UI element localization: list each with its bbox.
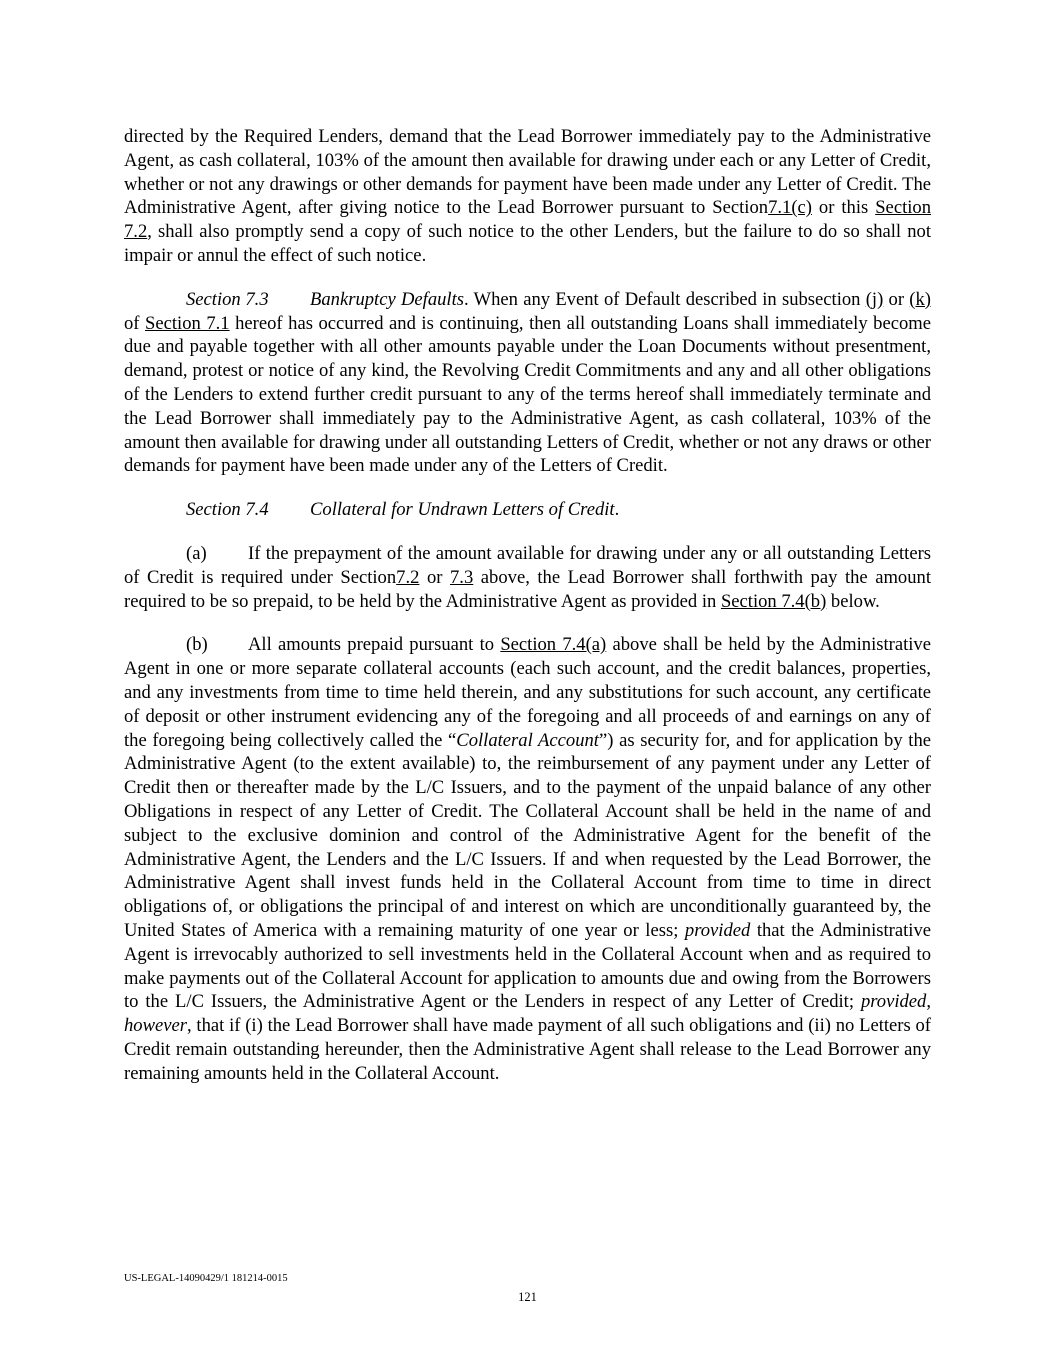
page-number: 121 (518, 1290, 537, 1304)
section-7-1-reference: Section 7.1 (145, 312, 230, 334)
paragraph-text: hereof has occurred and is continuing, then all outstanding Loans shall immediately become due and payable together with all other amounts payable under the Loan Documents without presentment, demand, protest or notice of any kind, the Revolving Credit Commitments and any and all other obligations of the Lenders to extend further credit pursuant to any of the terms hereof shall immediately terminate and the Lead Borrower shall immediately pay to the Administrative Agent, as cash collateral, 103% of the amount then available for drawing under all outstanding Letters of Credit, whether or not any draws or other demands for payment have been made under any of the Letters of Credit. (124, 312, 931, 477)
paragraph-text: below. (826, 590, 880, 612)
paragraph-text: above, the Lead Borrower shall forthwith pay the amount required to be so prepaid, to be held by the Administrative Agent as provided in (124, 566, 931, 612)
section-number: Section 7.4 (186, 499, 269, 521)
document-body (124, 125, 931, 1085)
subsection-k-reference: (k) (909, 288, 931, 310)
paragraph-text: directed by the Required Lenders, demand that the Lead Borrower immediately pay to the Administrative Agent, as cash collateral, 103% of the amount then available for drawing under each or any Letter of Credit, whether or not any drawings or other demands for payment have been made under any Letter of Credit. The Administrative Agent, after giving notice to the Lead Borrower pursuant to Section (124, 126, 931, 219)
section-7-3-paragraph (124, 288, 931, 478)
document-id-footer: US-LEGAL-14090429/1 181214-0015 (124, 1273, 288, 1284)
defined-term: Collateral Account (456, 729, 599, 751)
section-7-4-a-reference: Section 7.4(a) (500, 634, 607, 656)
section-title: Collateral for Undrawn Letters of Credit (310, 499, 615, 521)
continuation-paragraph (124, 125, 931, 268)
section-number: Section 7.3 (186, 288, 269, 310)
paragraph-text: that the Administrative Agent is irrevocably authorized to sell investments held in the Collateral Account when and as required to make payments out of the Collateral Account for application to amounts due and owing from the Borrowers to the L/C Issuers, the Administrative Agent or the Lenders in respect of any Letter of Credit; (124, 919, 931, 1013)
section-7-2-reference: Section 7.2 (124, 197, 931, 243)
section-7-4-b-reference: Section 7.4(b) (720, 590, 827, 612)
proviso-term: provided (684, 919, 751, 941)
paragraph-text: or (883, 288, 910, 310)
section-title: Bankruptcy Defaults (310, 288, 464, 310)
section-7-4-b-paragraph (124, 633, 931, 1085)
section-7-4-heading (124, 498, 931, 522)
paragraph-text: or this (811, 197, 876, 219)
paragraph-text: All amounts prepaid pursuant to (248, 634, 501, 656)
clause-label: (a) (186, 542, 207, 564)
section-7-2-reference: 7.2 (396, 566, 420, 588)
paragraph-text: ”) as security for, and for application by the Administrative Agent (to the extent available) to, the reimbursement of any payment under any Letter of Credit then or thereafter made by the L/C Issuers, and to the payment of the unpaid balance of any other Obligations in respect of any Letter of Credit. The Collateral Account shall be held in the name of and subject to the exclusive dominion and control of the Administrative Agent for the benefit of the Administrative Agent, the Lenders and the L/C Issuers. If and when requested by the Lead Borrower, the Administrative Agent shall invest funds held in the Collateral Account from time to time in direct obligations of, or obligations the principal of and interest on which are unconditionally guaranteed by, the United States of America with a remaining maturity of one year or less; (124, 729, 931, 941)
clause-label: (b) (186, 634, 208, 656)
section-7-1-c-reference: 7.1(c) (768, 197, 812, 219)
paragraph-text: , shall also promptly send a copy of such notice to the other Lenders, but the failure to do so shall not impair or annul the effect of such notice. (124, 221, 931, 266)
proviso-term: however (124, 1015, 187, 1037)
paragraph-text: . When any Event of Default described in subsection (463, 288, 866, 310)
proviso-term: provided (860, 991, 927, 1013)
subsection-j-reference: (j) (865, 288, 884, 310)
paragraph-text: or (419, 566, 450, 588)
paragraph-text: above shall be held by the Administrative Agent in one or more separate collateral accounts (each such account, and the credit balances, properties, and any investments from time to time held therein, and any substitutions for such account, any certificate of deposit or other instrument evidencing any of the foregoing and all proceeds of and earnings on any of the foregoing being collectively called the “ (124, 634, 931, 751)
paragraph-text: , (926, 991, 931, 1013)
paragraph-text: , that if (i) the Lead Borrower shall have made payment of all such obligations and (ii) no Letters of Credit remain outstanding hereunder, then the Administrative Agent shall release to the Lead Borrower any remaining amounts held in the Collateral Account. (124, 1015, 931, 1084)
paragraph-text: If the prepayment of the amount available for drawing under any or all outstanding Letters of Credit is required under Section (124, 542, 931, 588)
section-7-3-reference: 7.3 (450, 566, 474, 588)
heading-punctuation: . (614, 499, 620, 521)
paragraph-text: of (124, 312, 146, 334)
section-7-4-a-paragraph (124, 542, 931, 613)
